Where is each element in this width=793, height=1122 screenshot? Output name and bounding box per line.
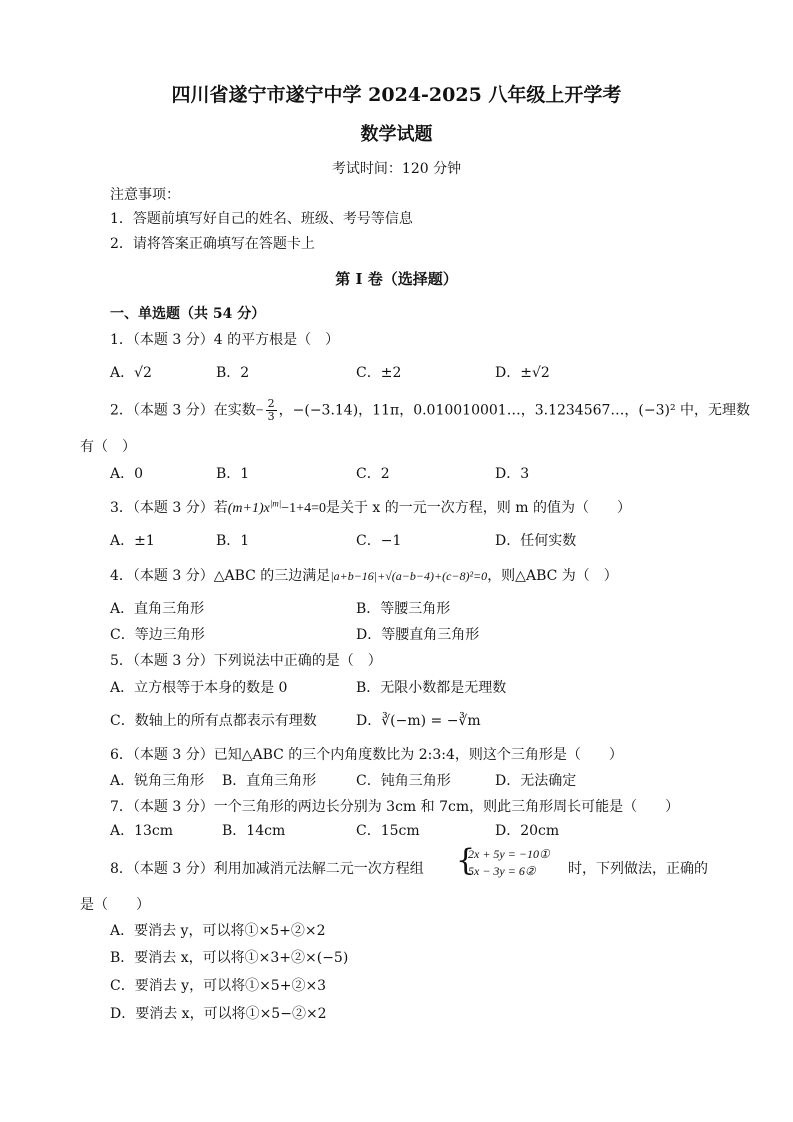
question-3-option-d: D．任何实数 (495, 533, 577, 549)
question-5-option-b: B．无限小数都是无理数 (356, 680, 507, 696)
question-2-frac-bot: 3 (267, 410, 275, 423)
question-2-stem-part-c: 有（ ） (80, 439, 136, 455)
equation-2: 5x − 3y = 6② (468, 864, 536, 878)
question-1-option-d: D．±√2 (495, 365, 550, 381)
question-1-option-a: A．√2 (110, 365, 152, 381)
question-2-stem-line: 2．（本题 3 分）在实数− $\frac{2}{3}$ ，−(−3.14)，11π，0.010010001…，3.1234567…，(−3)² 中，无理数 (110, 397, 751, 423)
question-3-exponent: |m| (269, 498, 282, 509)
question-6-option-b: B．直角三角形 (222, 773, 317, 789)
note-item-2: 2．请将答案正确填写在答题卡上 (110, 236, 315, 252)
question-8-option-b: B．要消去 x，可以将①×3+②×(−5) (110, 950, 349, 966)
equation-system-brace: { (456, 843, 476, 878)
equation-system (468, 846, 550, 880)
question-8-stem-part-c: 是（ ） (80, 897, 150, 913)
question-1-option-b: B．2 (216, 365, 250, 381)
question-7-option-a: A．13cm (110, 823, 174, 839)
question-3-equation-tail: −1+4=0 (281, 501, 326, 516)
question-4-option-b: B．等腰三角形 (356, 601, 451, 617)
question-8-option-a: A．要消去 y，可以将①×5+②×2 (110, 923, 326, 939)
question-4-stem-line (110, 565, 618, 585)
question-4-stem-part-b: ，则△ABC 为（ ） (487, 568, 618, 584)
question-6-option-d: D．无法确定 (495, 773, 577, 789)
question-8-option-d: D．要消去 x，可以将①×5−②×2 (110, 1006, 327, 1022)
equation-1: 2x + 5y = −10① (468, 847, 550, 861)
question-5-option-a: A．立方根等于本身的数是 0 (110, 680, 288, 696)
question-2-stem-part-b: ，−(−3.14)，11π，0.010010001…，3.1234567…，(−3)² 中，无理数 (278, 402, 751, 419)
question-4-option-d: D．等腰直角三角形 (356, 627, 480, 643)
question-6-stem: 6．（本题 3 分）已知△ABC 的三个内角度数比为 2:3:4，则这个三角形是（ ） (110, 747, 623, 763)
notes-heading: 注意事项： (110, 187, 180, 203)
exam-subtitle: 数学试题 (360, 124, 433, 145)
question-6-option-c: C．钝角三角形 (356, 773, 451, 789)
question-3-option-a: A．±1 (110, 533, 155, 549)
question-6-option-a: A．锐角三角形 (110, 773, 205, 789)
question-8-stem-part-b: 时，下列做法，正确的 (568, 861, 708, 877)
question-3-equation: (m+1)x (227, 501, 270, 516)
question-8-stem-part-a: 8．（本题 3 分）利用加减消元法解二元一次方程组 (110, 861, 424, 877)
question-5-option-c: C．数轴上的所有点都表示有理数 (110, 713, 317, 729)
question-7-option-c: C．15cm (356, 823, 420, 839)
question-2-option-c: C．2 (356, 466, 390, 482)
section-title: 第 I 卷（选择题） (335, 270, 458, 288)
part-title: 一、单选题（共 54 分） (110, 306, 266, 322)
question-2-option-a: A．0 (110, 466, 144, 482)
question-7-stem: 7．（本题 3 分）一个三角形的两边长分别为 3cm 和 7cm，则此三角形周长可能是（ ） (110, 799, 680, 815)
question-3-option-b: B．1 (216, 533, 250, 549)
question-2-stem-part-a: 2．（本题 3 分）在实数 (110, 402, 256, 419)
question-5-option-d: D．∛(−m) = −∛m (356, 713, 481, 729)
question-2-fraction (266, 398, 277, 423)
question-5-stem: 5．（本题 3 分）下列说法中正确的是（ ） (110, 653, 382, 669)
question-7-option-b: B．14cm (222, 823, 286, 839)
exam-title: 四川省遂宁市遂宁中学 2024-2025 八年级上开学考 (171, 84, 622, 106)
question-4-option-a: A．直角三角形 (110, 601, 205, 617)
question-2-frac-top: 2 (267, 397, 275, 410)
exam-time: 考试时间：120 分钟 (331, 161, 462, 177)
question-3-option-c: C．−1 (356, 533, 402, 549)
question-3-stem-part-b: 是关于 x 的一元一次方程，则 m 的值为（ ） (325, 500, 631, 516)
question-1-option-c: C．±2 (356, 365, 402, 381)
question-4-stem-part-a: 4．（本题 3 分）△ABC 的三边满足 (110, 568, 331, 584)
question-8-option-c: C．要消去 y，可以将①×5+②×3 (110, 978, 327, 994)
question-7-option-d: D．20cm (495, 823, 560, 839)
question-4-option-c: C．等边三角形 (110, 627, 205, 643)
question-2-option-d: D．3 (495, 466, 530, 482)
note-item-1: 1．答题前填写好自己的姓名、班级、考号等信息 (110, 211, 413, 227)
question-3-stem-part-a: 3．（本题 3 分）若 (110, 500, 228, 516)
question-2-option-b: B．1 (216, 466, 250, 482)
question-3-stem-line (110, 497, 631, 517)
question-1-stem: 1．（本题 3 分）4 的平方根是（ ） (110, 332, 340, 348)
question-4-equation: |a+b−16|+√(a−b−4)+(c−8)²=0 (330, 569, 488, 583)
